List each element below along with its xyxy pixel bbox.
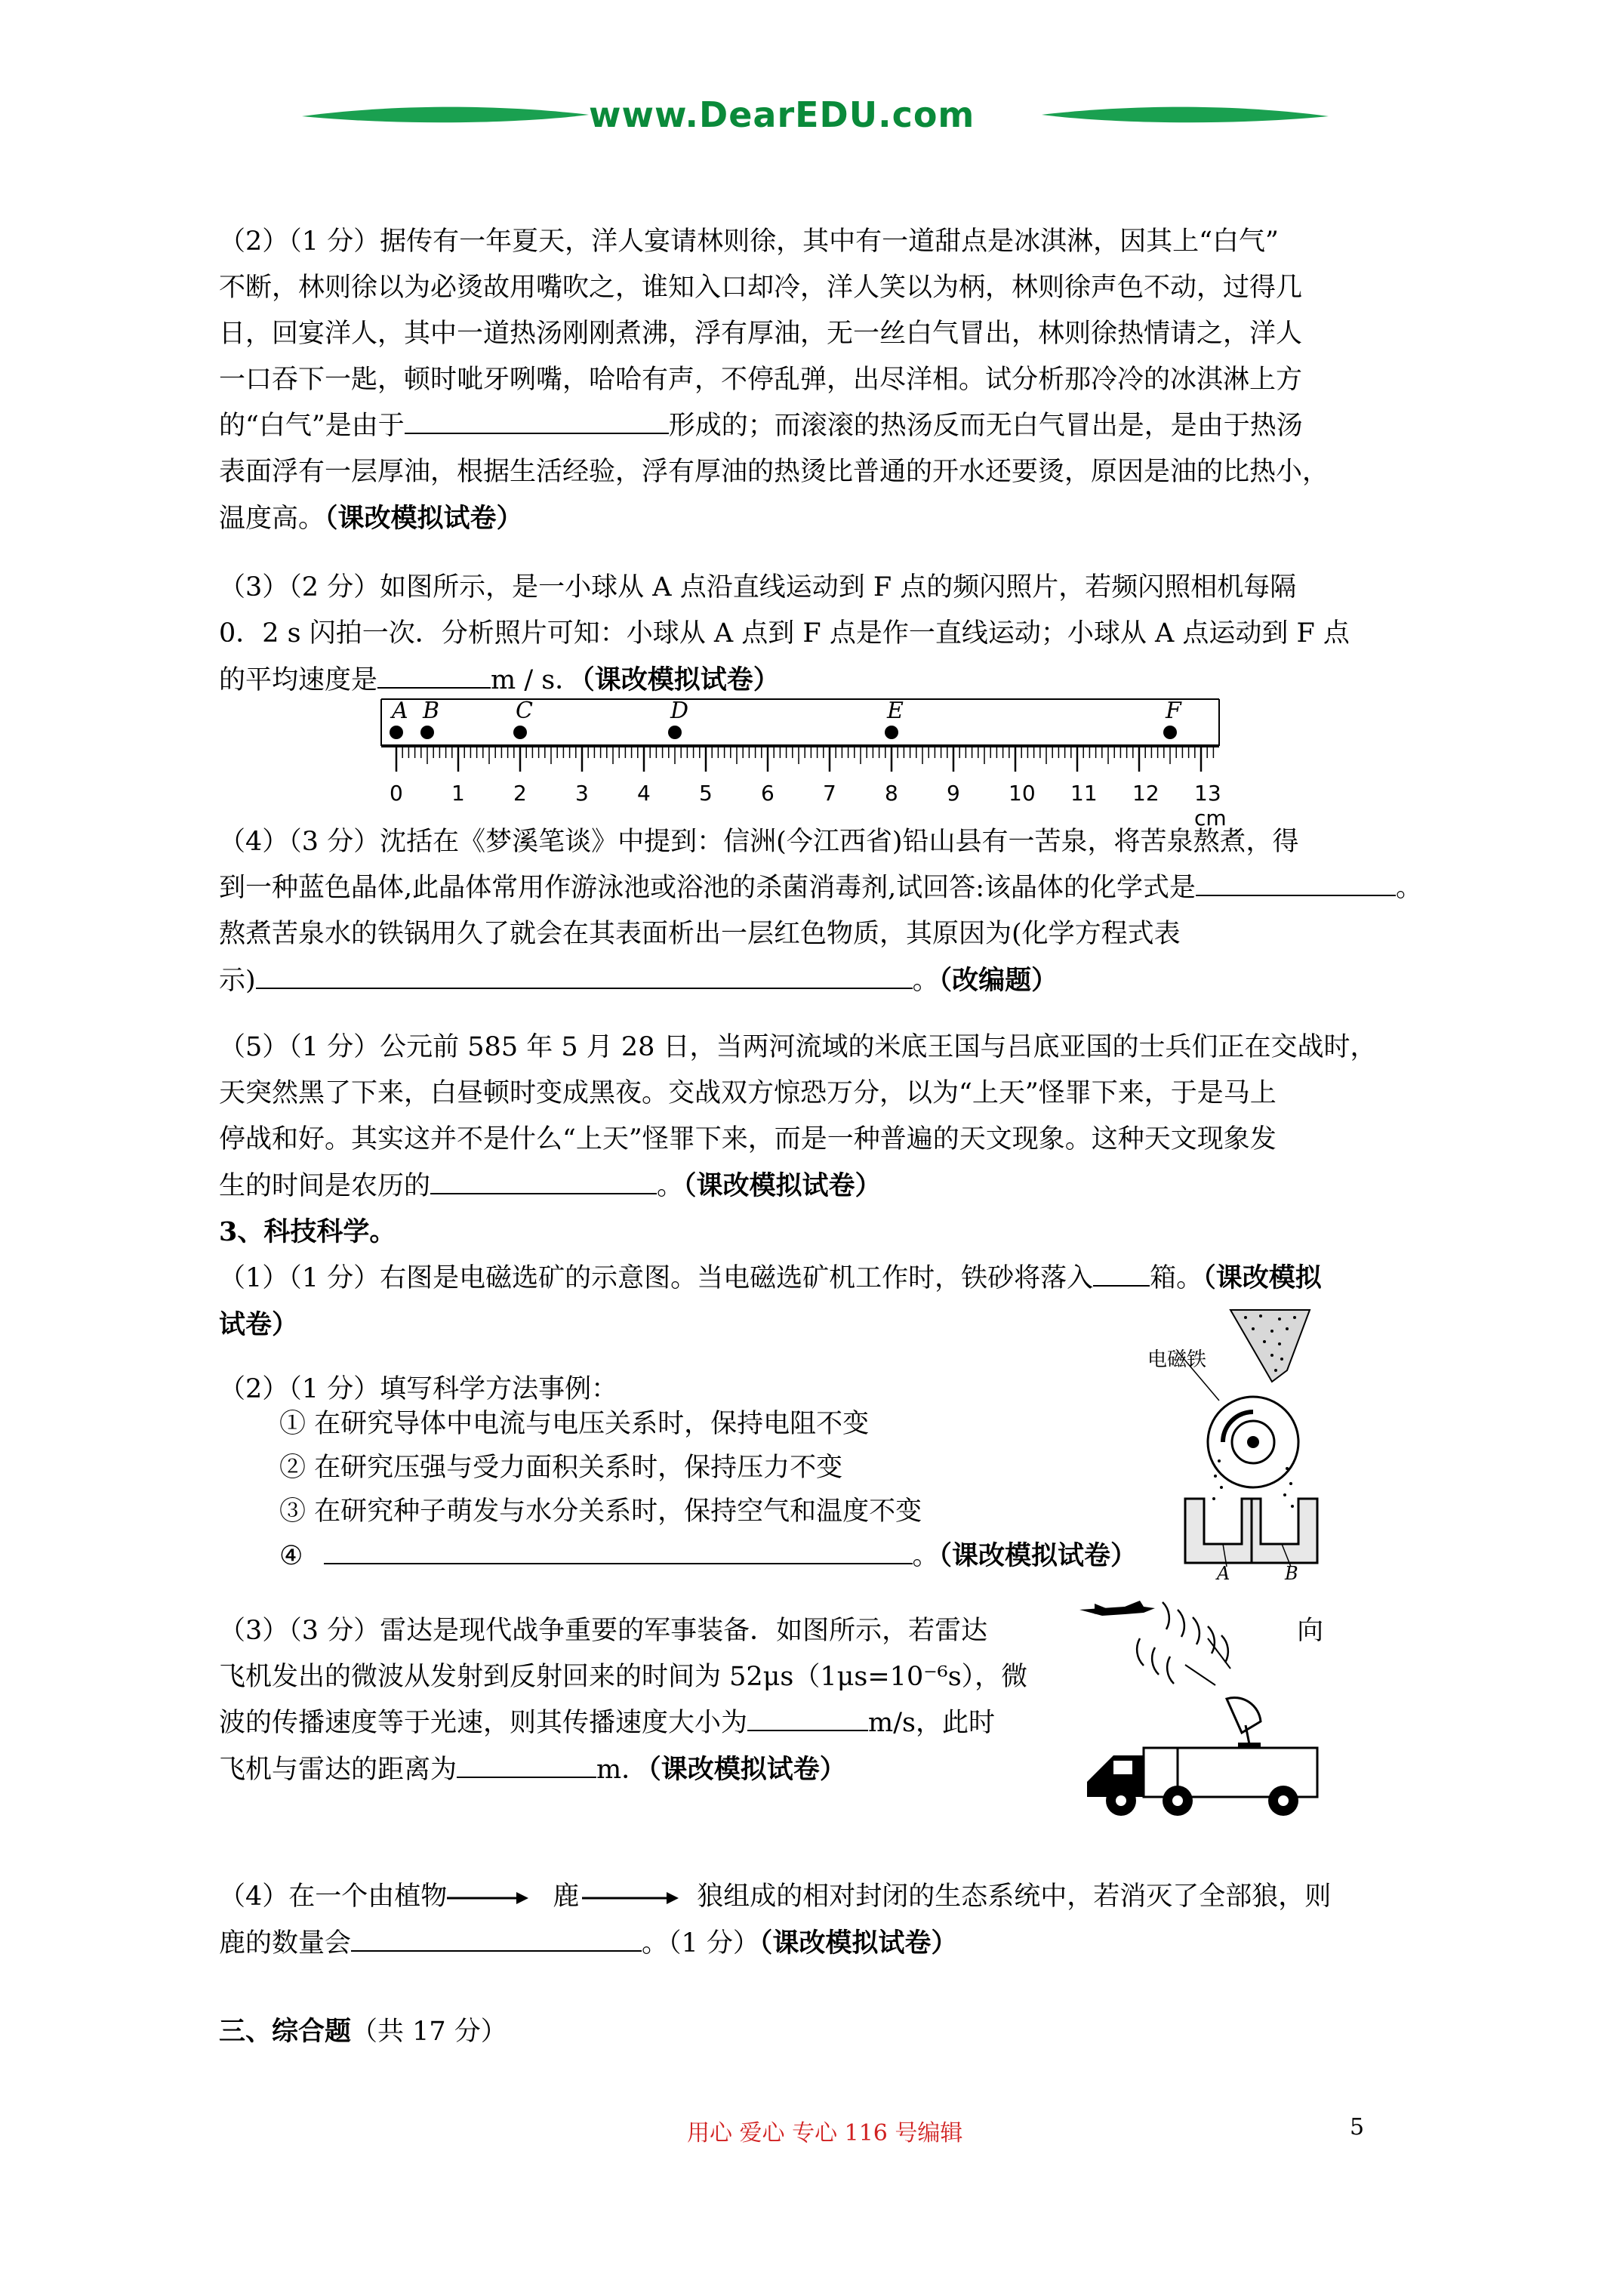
truck-icon [1087,1748,1317,1816]
aircraft-icon [1079,1601,1155,1616]
ruler-tick-label: 4 [637,781,651,806]
ruler-tick-label: 8 [885,781,898,806]
separator-box-a-label: A [1217,1563,1230,1584]
ruler-tick-label: 2 [513,781,527,806]
strobe-photo-ruler [370,693,1230,831]
arrow-right-icon [447,1889,530,1907]
ball-positions [390,726,1177,739]
ball-label: B [423,698,440,724]
answer-blank[interactable] [430,1166,657,1194]
arrow-right-icon [582,1889,680,1907]
answer-blank[interactable] [377,661,491,689]
q2-5-line: 天突然黑了下来，白昼顿时变成黑夜。交战双方惊恐万分，以为“上天”怪罪下来，于是马上 [219,1078,1277,1108]
method-item-2: ② 在研究压强与受力面积关系时，保持压力不变 [279,1453,843,1483]
ball-label: C [516,698,533,724]
q2-2-line: 一口吞下一匙，顿时呲牙咧嘴，哈哈有声，不停乱弹，出尽洋相。试分析那冷冷的冰淇淋上方 [219,365,1303,395]
collection-boxes [1185,1499,1317,1563]
ruler-tick-label: 1 [451,781,465,806]
ball-a [390,726,403,739]
separator-electromagnet-label: 电磁铁 [1147,1348,1207,1371]
source-tag: （课改模拟 [1203,1262,1322,1293]
ball-e [885,726,898,739]
source-tag: （课改模拟试卷） [759,1928,958,1959]
q2-5-line: 停战和好。其实这并不是什么“上天”怪罪下来，而是一种普遍的天文现象。这种天文现象发 [219,1124,1277,1154]
ball-d [668,726,682,739]
ruler-drawing [370,693,1230,776]
answer-blank[interactable] [405,406,669,434]
magnetic-separator-figure [1147,1287,1329,1574]
answer-blank[interactable] [324,1536,913,1564]
ruler-tick-label: 11 [1070,781,1098,806]
q2-4-line: 示) 。（改编题） [219,957,1408,1004]
ball-f [1163,726,1177,739]
ruler-tick-label: 3 [575,781,589,806]
q2-2-line: （2）（1 分）据传有一年夏天，洋人宴请林则徐，其中有一道甜点是冰淇淋，因其上“白气” [219,227,1279,257]
q2-2-line: 温度高。（课改模拟试卷） [219,503,523,534]
answer-blank[interactable] [1196,868,1396,896]
ball-b [420,726,434,739]
ruler-tick-label: 5 [699,781,713,806]
q3-3-line: （3）（3 分）雷达是现代战争重要的军事装备．如图所示，若雷达 向 [219,1616,1324,1646]
radar-dish-icon [1227,1697,1261,1750]
method-item-4: ④ 。（课改模拟试卷） [279,1533,1137,1579]
answer-blank[interactable] [351,1924,642,1952]
q3-1-line: （1）（1 分）右图是电磁选矿的示意图。当电磁选矿机工作时，铁砂将落入 箱。（课改模拟 [219,1255,1408,1302]
q2-5-line: （5）（1 分）公元前 585 年 5 月 28 日，当两河流域的米底王国与吕底亚国的士兵们正在交战时， [219,1032,1377,1062]
footer-text: 用心 爱心 专心 116 号编辑 [687,2120,963,2147]
ball-label: A [392,698,408,724]
ball-c [513,726,527,739]
answer-blank[interactable] [457,1750,596,1778]
question-2-3 [219,565,1408,704]
method-item-3: ③ 在研究种子萌发与水分关系时，保持空气和温度不变 [279,1496,922,1527]
question-2-2 [219,219,1408,542]
source-tag: （课改模拟试卷） [683,1170,882,1201]
ball-label: D [670,698,689,724]
microwave-arcs [1137,1602,1228,1684]
q3-2-title: （2）（1 分）填写科学方法事例： [219,1374,618,1404]
ruler-tick-label: 6 [761,781,775,806]
q3-3-line: 飞机发出的微波从发射到反射回来的时间为 52μs（1μs=10⁻⁶s），微 [219,1662,1028,1692]
ruler-tick-label: 0 [390,781,403,806]
section-3-title: 3、科技科学。 [219,1216,396,1247]
ruler-tick-label: 13 cm [1194,781,1227,831]
ruler-ticks [396,746,1213,772]
ball-label: E [887,698,904,724]
separator-box-b-label: B [1285,1563,1298,1584]
page-number: 5 [1350,2114,1365,2140]
wave-arrows [1185,1638,1230,1685]
radar-figure [1072,1593,1389,1835]
q2-2-line: 的“白气”是由于 形成的；而滚滚的热汤反而无白气冒出是，是由于热汤 [219,403,1408,449]
section-three-title: 三、综合题（共 17 分） [219,2016,507,2047]
question-3-4 [219,1874,1408,1967]
site-header: www.DearEDU.com [589,94,975,135]
source-tag: （课改模拟试卷） [938,1540,1138,1571]
q3-4-line: （4）在一个由植物 鹿 狼组成的相对封闭的生态系统中，若消灭了全部狼，则 [219,1881,1332,1912]
source-tag: （课改模拟试卷） [325,503,523,534]
q2-3-line: 的平均速度是 m / s．（课改模拟试卷） [219,657,1408,704]
ruler-tick-label: 9 [947,781,960,806]
answer-blank[interactable] [256,961,913,989]
q2-2-line: 日，回宴洋人，其中一道热汤刚刚煮沸，浮有厚油，无一丝白气冒出，林则徐热情请之，洋人 [219,319,1303,349]
question-2-5 [219,1025,1408,1210]
q2-3-line: 0．2 s 闪拍一次．分析照片可知：小球从 A 点到 F 点是作一直线运动；小球从 A 点运动到 F 点 [219,618,1350,649]
q2-5-line: 生的时间是农历的 。（课改模拟试卷） [219,1163,1408,1210]
q2-2-line: 表面浮有一层厚油，根据生活经验，浮有厚油的热烫比普通的开水还要烫，原因是油的比热小， [219,457,1329,487]
q3-3-line: 波的传播速度等于光速，则其传播速度大小为 m/s，此时 [219,1700,1408,1746]
source-tag: （课改模拟试卷） [581,664,780,695]
source-tag: 试卷） [219,1309,299,1340]
source-tag: （课改模拟试卷） [648,1754,846,1785]
q2-4-line: 到一种蓝色晶体,此晶体常用作游泳池或浴池的杀菌消毒剂,试回答:该晶体的化学式是 。 [219,865,1408,911]
q2-3-line: （3）（2 分）如图所示，是一小球从 A 点沿直线运动到 F 点的频闪照片，若频闪照相机每隔 [219,572,1297,603]
ball-label: F [1166,698,1181,724]
ruler-tick-label: 7 [823,781,836,806]
q3-4-line: 鹿的数量会 。（1 分）（课改模拟试卷） [219,1920,1408,1967]
answer-blank[interactable] [1093,1259,1150,1287]
q3-3-line: 飞机与雷达的距离为 m．（课改模拟试卷） [219,1746,1408,1793]
q2-2-line: 不断，林则徐以为必烫故用嘴吹之，谁知入口却冷，洋人笑以为柄，林则徐声色不动，过得几 [219,273,1303,303]
method-item-1: ① 在研究导体中电流与电压关系时，保持电阻不变 [279,1409,870,1439]
ruler-tick-label: 10 [1009,781,1036,806]
question-2-4 [219,819,1423,1004]
source-tag: （改编题） [938,965,1058,996]
q2-4-line: （4）（3 分）沈括在《梦溪笔谈》中提到：信洲(今江西省)铅山县有一苦泉，将苦泉熬煮，得 [219,827,1299,857]
q2-4-line: 熬煮苦泉水的铁锅用久了就会在其表面析出一层红色物质，其原因为(化学方程式表 [219,919,1181,949]
answer-blank[interactable] [747,1703,868,1731]
ruler-tick-label: 12 [1132,781,1160,806]
